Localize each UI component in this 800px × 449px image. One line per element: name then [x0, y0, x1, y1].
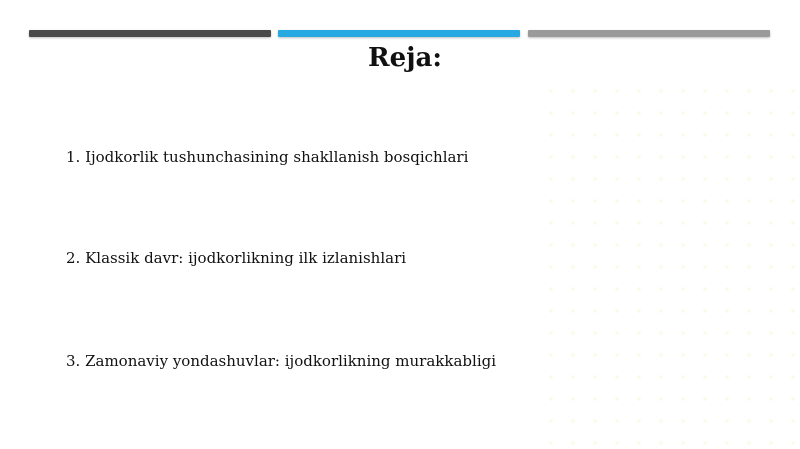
slide-title: Reja:	[367, 43, 442, 73]
plan-item-3: 3. Zamonaviy yondashuvlar: ijodkorlikning murakkabligi	[66, 352, 497, 370]
plan-list	[66, 0, 566, 449]
plan-item-1: 1. Ijodkorlik tushunchasining shakllanish bosqichlari	[66, 148, 469, 166]
plan-item-2: 2. Klassik davr: ijodkorlikning ilk izlanishlari	[66, 249, 407, 267]
dot-pattern-decoration	[540, 80, 800, 449]
